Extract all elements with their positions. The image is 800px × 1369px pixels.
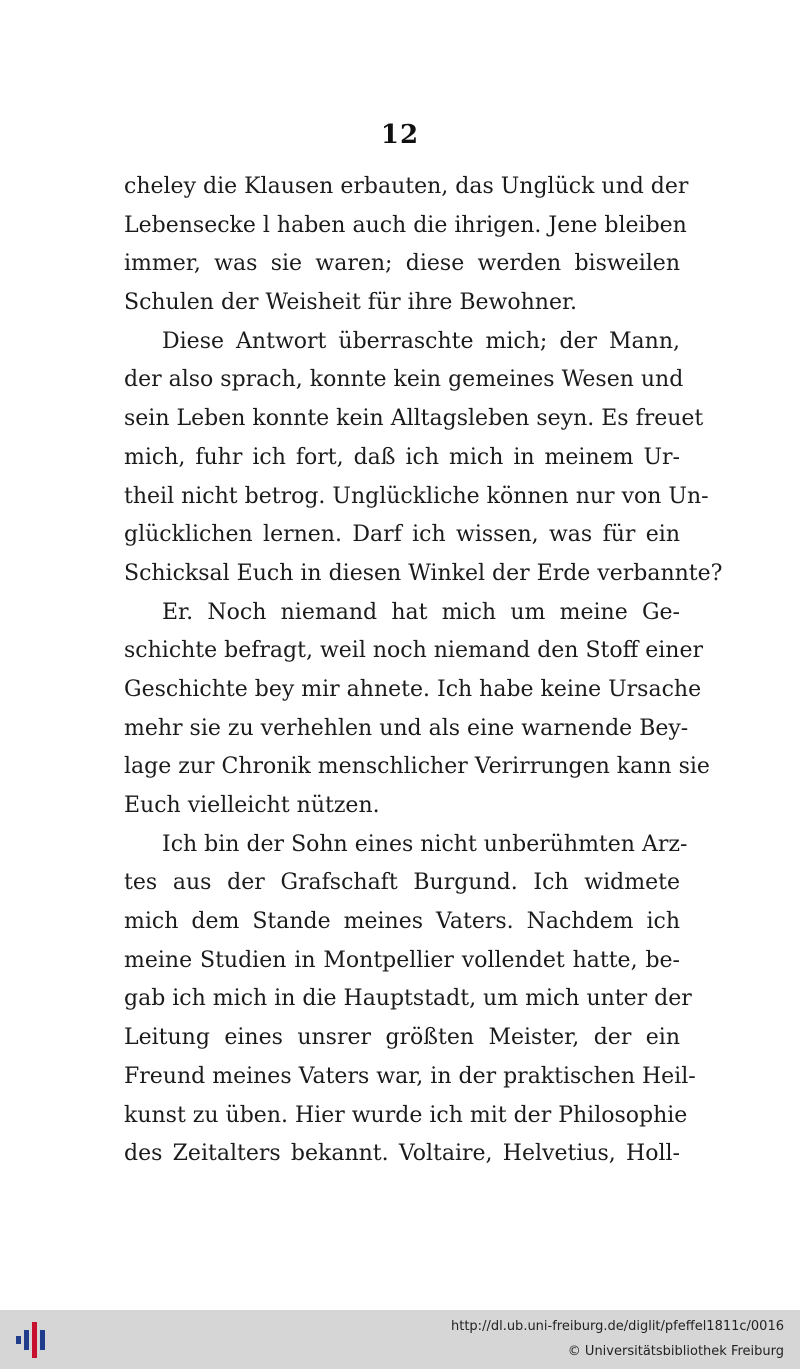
text-line: Geschichte bey mir ahnete. Ich habe keine Ursache (124, 676, 702, 702)
text-line: sein Leben konnte kein Alltagsleben seyn. Es freuet (124, 406, 704, 432)
permalink-url[interactable]: http://dl.ub.uni-freiburg.de/diglit/pfeffel1811c/0016 (451, 1319, 784, 1334)
viewer-footer (0, 1310, 800, 1369)
text-line: Ich bin der Sohn eines nicht unberühmten Arz- (162, 831, 688, 857)
text-line: schichte befragt, weil noch niemand den Stoff einer (124, 638, 704, 664)
ub-freiburg-logo-icon (14, 1320, 54, 1360)
text-line: Er. Noch niemand hat mich um meine Ge- (162, 599, 680, 625)
text-line: meine Studien in Montpellier vollendet hatte, be- (124, 947, 680, 973)
text-line: Diese Antwort überraschte mich; der Mann, (162, 328, 680, 354)
text-line: Euch vielleicht nützen. (124, 793, 380, 818)
page-text (124, 168, 723, 1174)
text-line: Schulen der Weisheit für ihre Bewohner. (124, 290, 578, 316)
text-line: des Zeitalters bekannt. Voltaire, Helvetius, Holl- (124, 1141, 680, 1167)
text-line: Schicksal Euch in diesen Winkel der Erde verbannte? (124, 560, 723, 586)
text-line: gab ich mich in die Hauptstadt, um mich unter der (124, 986, 692, 1012)
text-line: Lebensecke l haben auch die ihrigen. Jene bleiben (124, 212, 687, 238)
copyright-notice: © Universitätsbibliothek Freiburg (567, 1344, 784, 1359)
text-line: cheley die Klausen erbauten, das Unglück und der (124, 174, 689, 199)
text-line: der also sprach, konnte kein gemeines Wesen und (124, 367, 684, 393)
text-line: mehr sie zu verhehlen und als eine warnende Bey- (124, 715, 689, 741)
text-line: immer, was sie waren; diese werden bisweilen (124, 251, 680, 277)
text-line: Freund meines Vaters war, in der praktischen Heil- (124, 1063, 696, 1089)
page-number: 12 (380, 120, 420, 150)
text-line: glücklichen lernen. Darf ich wissen, was für ein (124, 522, 680, 548)
text-line: kunst zu üben. Hier wurde ich mit der Philosophie (124, 1102, 688, 1128)
text-line: mich dem Stande meines Vaters. Nachdem ich (124, 909, 680, 935)
text-line: lage zur Chronik menschlicher Verirrungen kann sie (124, 754, 710, 780)
text-line: Leitung eines unsrer größten Meister, der ein (124, 1025, 680, 1051)
text-line: mich, fuhr ich fort, daß ich mich in meinem Ur- (124, 444, 680, 470)
text-line: theil nicht betrog. Unglückliche können nur von Un- (124, 483, 709, 509)
text-line: tes aus der Grafschaft Burgund. Ich widmete (124, 870, 680, 896)
